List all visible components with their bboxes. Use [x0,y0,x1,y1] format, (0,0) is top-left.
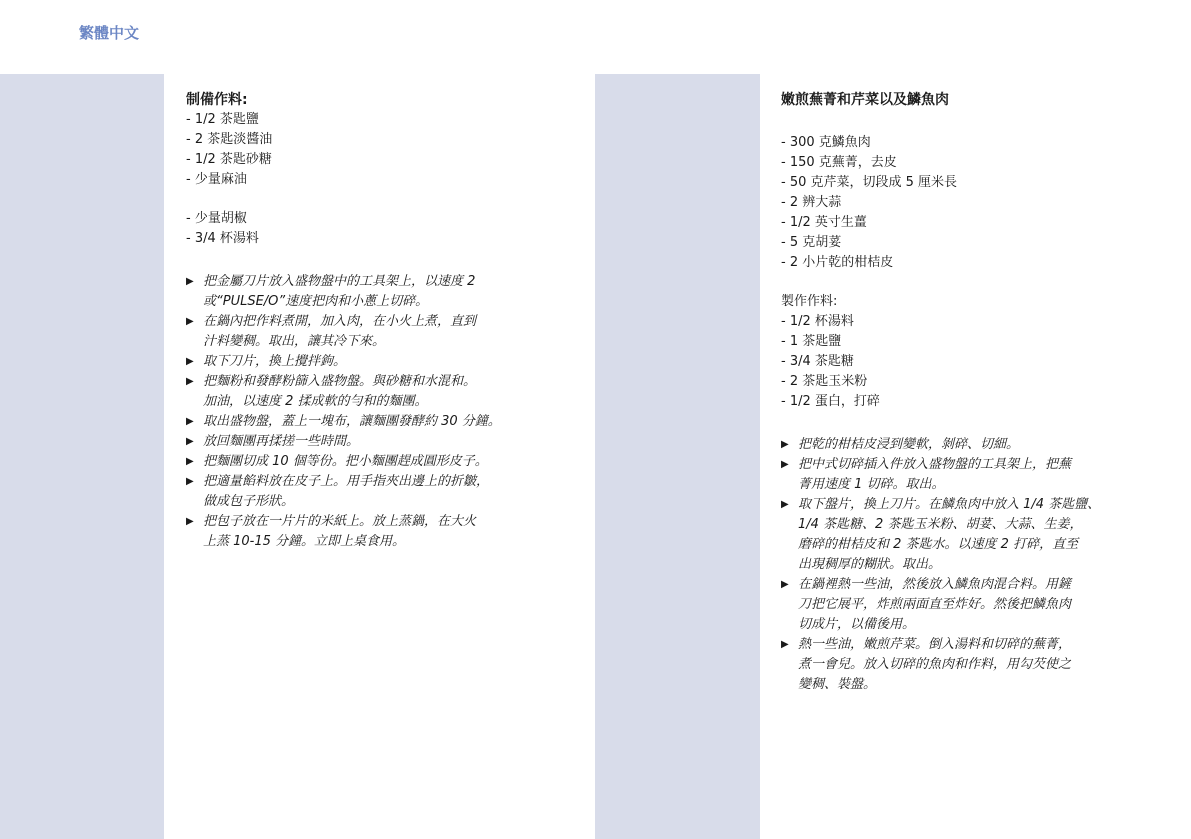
bullet-arrow-icon: ▶ [781,639,789,650]
bullet-arrow-icon: ▶ [186,436,194,447]
step-text-line: 在鍋內把作料煮開，加入肉，在小火上煮，直到 [203,314,477,329]
step-item [781,575,1141,635]
extra-item: - 少量胡椒 [186,211,247,226]
step-text-line: 出現稠厚的糊狀。取出。 [798,557,942,572]
ingredient-item: - 2 辨大蒜 [781,195,842,210]
prep-item: - 1/2 蛋白，打碎 [781,394,880,409]
step-item [186,372,546,412]
bullet-arrow-icon: ▶ [186,376,194,387]
step-item [186,272,546,312]
bullet-arrow-icon: ▶ [781,439,789,450]
step-text-line: 取下盤片，換上刀片。在鱗魚肉中放入 1/4 茶匙鹽、 [798,497,1101,512]
step-item [186,432,546,452]
step-text-line: 煮一會兒。放入切碎的魚肉和作料，用勾芡使之 [798,657,1072,672]
prep-list [781,312,1141,412]
left-column [186,90,546,552]
step-item [186,452,546,472]
language-label: 繁體中文 [79,24,140,42]
step-text-line: 菁用速度 1 切碎。取出。 [798,477,945,492]
bullet-arrow-icon: ▶ [781,499,789,510]
left-steps [186,272,546,552]
bullet-arrow-icon: ▶ [186,476,194,487]
step-text-line: 把包子放在一片片的米紙上。放上蒸鍋，在大火 [203,514,477,529]
step-text-line: 在鍋裡熱一些油，然後放入鱗魚肉混合料。用鏟 [798,577,1072,592]
step-item [186,312,546,352]
step-text-line: 做成包子形狀。 [203,494,295,509]
prep-item: - 1/2 杯湯料 [781,314,854,329]
step-text-line: 放回麵團再揉搓一些時間。 [203,434,360,449]
ingredient-item: - 50 克芹菜，切段成 5 厘米長 [781,175,958,190]
step-text-line: 把適量餡料放在皮子上。用手指夾出邊上的折皺， [203,474,490,489]
extra-list [186,209,546,249]
extra-item: - 3/4 杯湯料 [186,231,259,246]
ingredient-item: - 2 小片乾的柑桔皮 [781,255,894,270]
prep-title: 製作作料: [781,294,838,309]
bullet-arrow-icon: ▶ [186,356,194,367]
step-text-line: 加油，以速度 2 揉成軟的勻和的麵團。 [203,394,428,409]
step-text-line: 取出盛物盤，蓋上一塊布，讓麵團發酵約 30 分鐘。 [203,414,501,429]
step-text-line: 把麵粉和發酵粉篩入盛物盤。與砂糖和水混和。 [203,374,477,389]
step-text-line: 把麵團切成 10 個等份。把小麵團趕成圓形皮子。 [203,454,488,469]
bullet-arrow-icon: ▶ [186,276,194,287]
ingredient-list [781,133,1141,273]
step-item [781,495,1141,575]
prep-item: - 1/2 茶匙鹽 [186,112,259,127]
bullet-arrow-icon: ▶ [186,516,194,527]
step-text-line: 上蒸 10-15 分鐘。立即上桌食用。 [203,534,406,549]
prep-item: - 1 茶匙鹽 [781,334,842,349]
step-text-line: 把乾的柑桔皮浸到變軟，剝碎、切細。 [798,437,1020,452]
bullet-arrow-icon: ▶ [781,579,789,590]
ingredient-item: - 1/2 英寸生薑 [781,215,867,230]
step-text-line: 熱一些油，嫩煎芹菜。倒入湯料和切碎的蕪菁， [798,637,1072,652]
step-text-line: 汁料變稠。取出，讓其冷下來。 [203,334,386,349]
step-item [781,455,1141,495]
step-text-line: 把金屬刀片放入盛物盤中的工具架上，以速度 2 [203,274,476,289]
prep-list [186,110,546,190]
right-column [781,90,1141,695]
prep-item: - 2 茶匙淡醬油 [186,132,273,147]
ingredient-item: - 300 克鱗魚肉 [781,135,871,150]
step-item [186,512,546,552]
prep-title: 制備作料: [186,92,248,108]
prep-item: - 1/2 茶匙砂糖 [186,152,272,167]
step-item [186,472,546,512]
right-margin-band [595,74,760,839]
prep-item: - 少量麻油 [186,172,247,187]
step-text-line: 1/4 茶匙糖、2 茶匙玉米粉、胡荽、大蒜、生姜， [798,517,1083,532]
step-item [781,435,1141,455]
bullet-arrow-icon: ▶ [781,459,789,470]
bullet-arrow-icon: ▶ [186,416,194,427]
step-text-line: 磨碎的柑桔皮和 2 茶匙水。以速度 2 打碎，直至 [798,537,1079,552]
step-item [186,412,546,432]
step-item [781,635,1141,695]
recipe-title: 嫩煎蕪菁和芹菜以及鱗魚肉 [781,92,949,108]
bullet-arrow-icon: ▶ [186,316,194,327]
left-margin-band [0,74,164,839]
right-steps [781,435,1141,695]
step-text-line: 變稠、裝盤。 [798,677,877,692]
step-text-line: 刀把它展平，炸煎兩面直至炸好。然後把鱗魚肉 [798,597,1072,612]
step-text-line: 取下刀片，換上攪拌鉤。 [203,354,347,369]
prep-item: - 3/4 茶匙糖 [781,354,854,369]
step-item [186,352,546,372]
step-text-line: 把中式切碎插入件放入盛物盤的工具架上，把蕪 [798,457,1072,472]
ingredient-item: - 5 克胡荽 [781,235,842,250]
bullet-arrow-icon: ▶ [186,456,194,467]
step-text-line: 或“PULSE/O”速度把肉和小蔥上切碎。 [203,294,429,309]
prep-item: - 2 茶匙玉米粉 [781,374,868,389]
ingredient-item: - 150 克蕪菁，去皮 [781,155,897,170]
step-text-line: 切成片，以備後用。 [798,617,916,632]
